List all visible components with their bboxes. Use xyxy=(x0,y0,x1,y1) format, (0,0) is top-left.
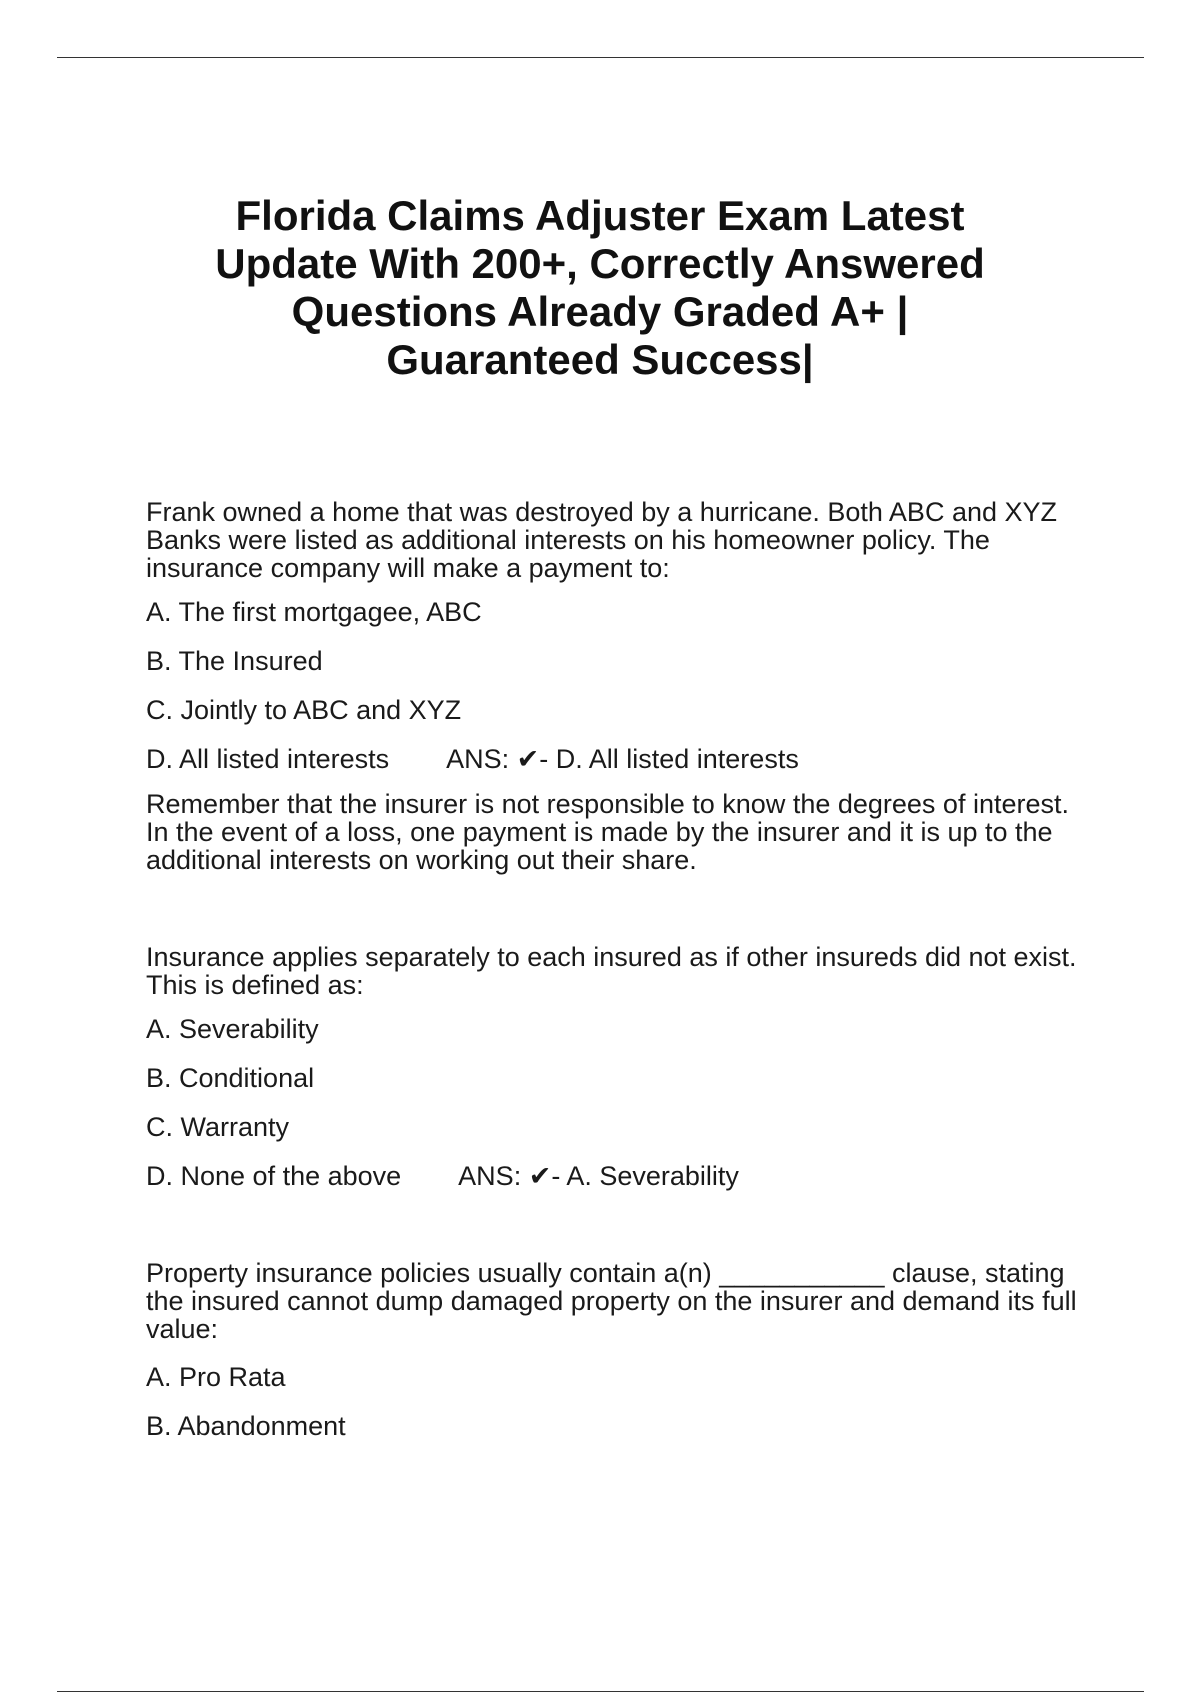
question-prompt: Property insurance policies usually contain a(n) ___________ clause, stating the insured cannot dump damaged property on the insurer and demand its full value: xyxy=(146,1258,1077,1344)
answer-option: A. Pro Rata xyxy=(146,1362,286,1392)
answer-option: D. None of the above xyxy=(146,1161,402,1191)
questions-content xyxy=(146,498,1086,1440)
correct-answer: ANS: ✔- A. Severability xyxy=(458,1161,739,1191)
title-line: Questions Already Graded A+ | xyxy=(291,288,909,335)
question-prompt: Frank owned a home that was destroyed by a hurricane. Both ABC and XYZ Banks were listed as additional interests on his homeowner policy. The insurance company will make a payment to: xyxy=(146,497,1057,583)
answer-option: B. The Insured xyxy=(146,646,323,676)
top-divider xyxy=(57,57,1144,58)
correct-answer: ANS: ✔- D. All listed interests xyxy=(446,744,799,774)
answer-option: D. All listed interests xyxy=(146,744,390,774)
question-block-1 xyxy=(146,498,1086,874)
answer-option: A. The first mortgagee, ABC xyxy=(146,597,482,627)
question-block-2 xyxy=(146,943,1086,1190)
document-title xyxy=(100,192,1100,384)
answer-explanation: Remember that the insurer is not responsible to know the degrees of interest. In the event of a loss, one payment is made by the insurer and it is up to the additional interests on working out their share. xyxy=(146,789,1069,875)
title-line: Update With 200+, Correctly Answered xyxy=(215,240,985,287)
title-line: Florida Claims Adjuster Exam Latest xyxy=(235,192,965,239)
answer-option: B. Abandonment xyxy=(146,1411,346,1441)
question-prompt: Insurance applies separately to each insured as if other insureds did not exist. This is defined as: xyxy=(146,942,1077,1000)
answer-option: B. Conditional xyxy=(146,1063,315,1093)
answer-option: C. Jointly to ABC and XYZ xyxy=(146,695,462,725)
answer-option: A. Severability xyxy=(146,1014,319,1044)
title-line: Guaranteed Success| xyxy=(386,336,814,383)
answer-option-row xyxy=(146,1162,1086,1190)
question-block-3 xyxy=(146,1259,1086,1440)
answer-option-row xyxy=(146,745,1086,773)
answer-option: C. Warranty xyxy=(146,1112,290,1142)
bottom-divider xyxy=(57,1691,1144,1692)
